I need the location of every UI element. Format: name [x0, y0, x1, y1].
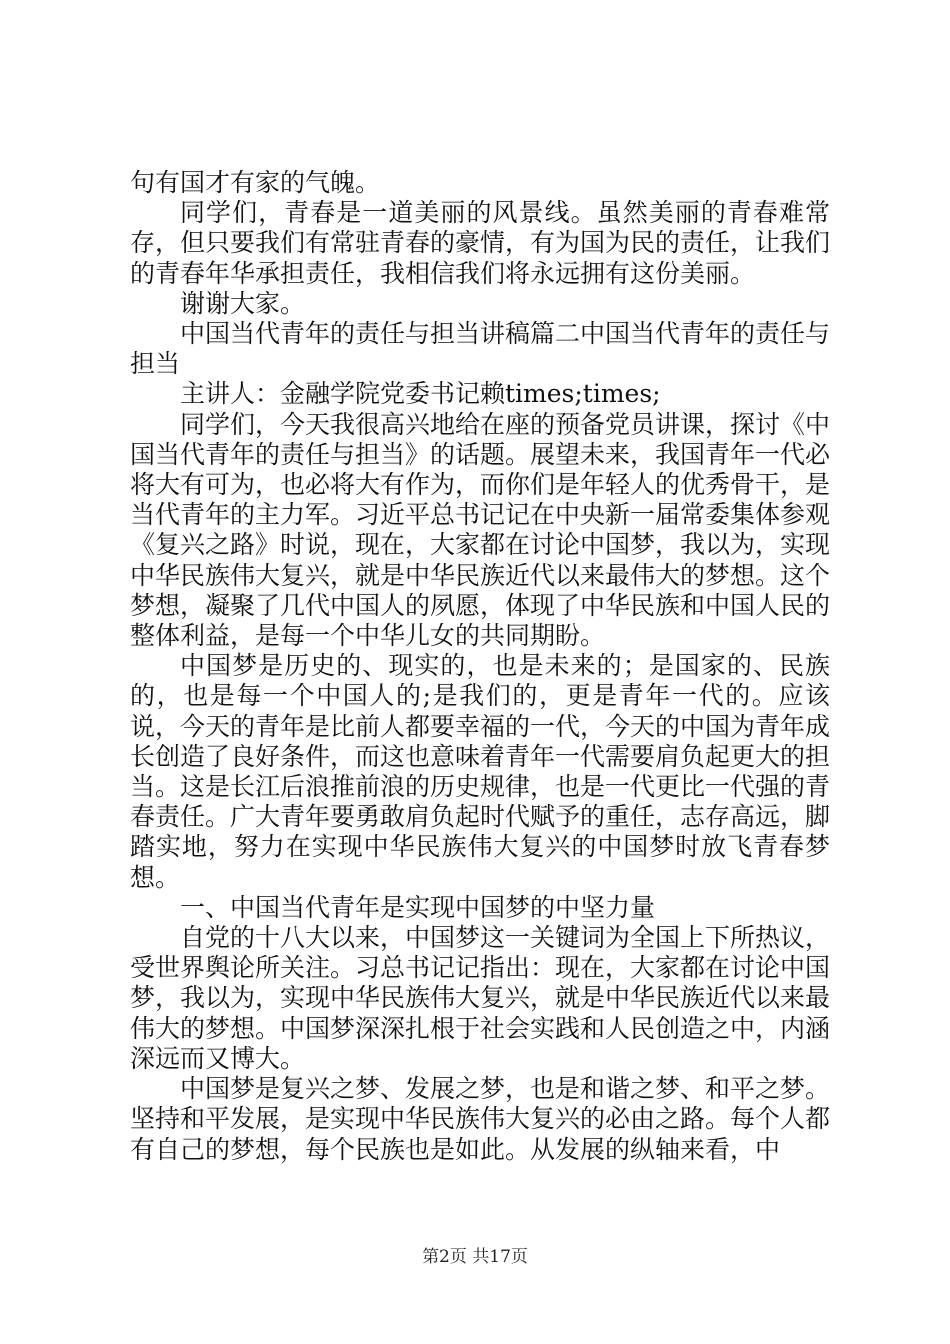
section-heading: 一、中国当代青年是实现中国梦的中坚力量: [180, 892, 656, 922]
paragraph: 自党的十八大以来，中国梦这一关键词为全国上下所热议，受世界舆论所关注。习总书记记指出：现在，大家都在讨论中国梦，我以为，实现中华民族伟大复兴，就是中华民族近代以来最伟大的梦想。中国梦深深扎根于社会实践和人民创造之中，内涵深远而又博大。: [130, 923, 831, 1073]
paragraph: 同学们，青春是一道美丽的风景线。虽然美丽的青春难常存，但只要我们有常驻青春的豪情，有为国为民的责任，让我们的青春年华承担责任，我相信我们将永远拥有这份美丽。: [130, 198, 831, 288]
speaker-line: 主讲人：金融学院党委书记赖times;times;: [180, 379, 661, 409]
page-number-footer: 第2页 共17页: [422, 1247, 528, 1267]
document-body: [130, 168, 830, 1165]
paragraph: 中国梦是历史的、现实的，也是未来的；是国家的、民族的，也是每一个中国人的;是我们的，更是青年一代的。应该说，今天的青年是比前人都要幸福的一代，今天的中国为青年成长创造了良好条件，而这也意味着青年一代需要肩负起更大的担当。这是长江后浪推前浪的历史规律，也是一代更比一代强的青春责任。广大青年要勇敢肩负起时代赋予的重任，志存高远，脚踏实地，努力在实现中华民族伟大复兴的中国梦时放飞青春梦想。: [130, 651, 831, 892]
paragraph: 谢谢大家。: [180, 288, 306, 318]
paragraph-heading: 中国当代青年的责任与担当讲稿篇二中国当代青年的责任与担当: [130, 319, 831, 379]
paragraph: 句有国才有家的气魄。: [130, 168, 381, 197]
paragraph: 中国梦是复兴之梦、发展之梦，也是和谐之梦、和平之梦。坚持和平发展，是实现中华民族伟大复兴的必由之路。每个人都有自己的梦想，每个民族也是如此。从发展的纵轴来看，中: [130, 1074, 831, 1164]
paragraph: 同学们，今天我很高兴地给在座的预备党员讲课，探讨《中国当代青年的责任与担当》的话题。展望未来，我国青年一代必将大有可为，也必将大有作为，而你们是年轻人的优秀骨干，是当代青年的主力军。习近平总书记记在中央新一届常委集体参观《复兴之路》时说，现在，大家都在讨论中国梦，我以为，实现中华民族伟大复兴，就是中华民族近代以来最伟大的梦想。这个梦想，凝聚了几代中国人的夙愿，体现了中华民族和中国人民的整体利益，是每一个中华儿女的共同期盼。: [130, 409, 831, 651]
